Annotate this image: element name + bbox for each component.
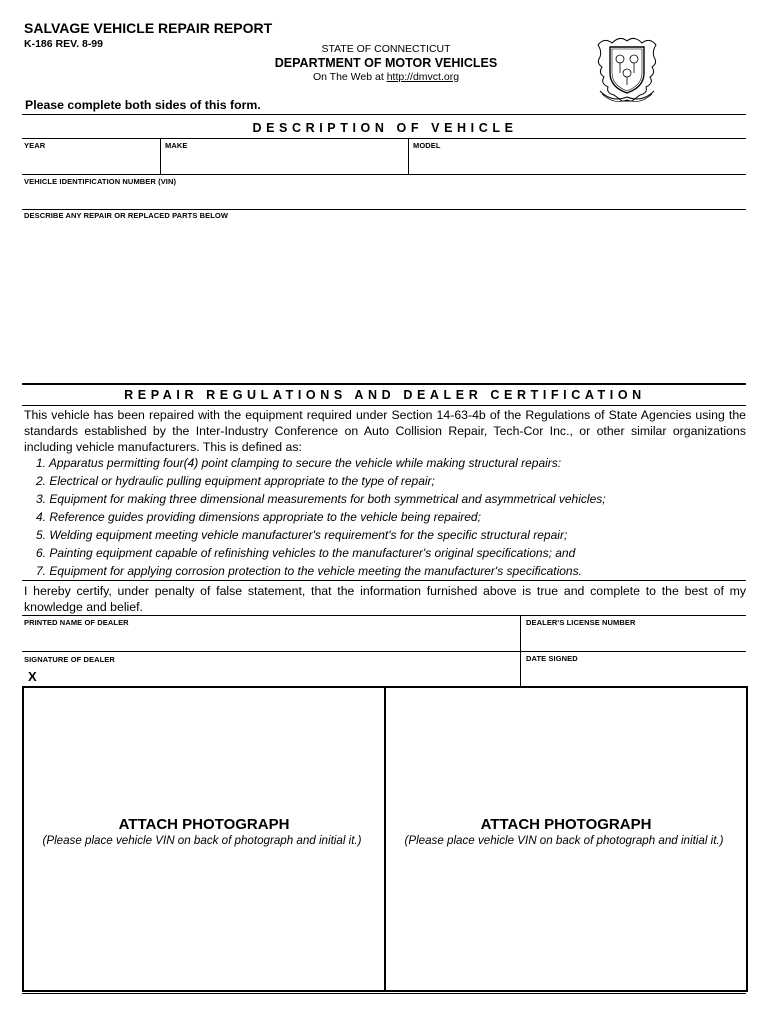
divider (22, 405, 746, 406)
regulation-item: 5. Welding equipment meeting vehicle manufacturer's requirement's for the specific structural repair; (36, 528, 568, 542)
regulation-item: 1. Apparatus permitting four(4) point clamping to secure the vehicle while making structural repairs: (36, 456, 562, 470)
divider (22, 114, 746, 115)
divider (22, 383, 746, 385)
photo-title-left: ATTACH PHOTOGRAPH (118, 816, 290, 833)
regulations-intro: This vehicle has been repaired with the equipment required under Section 14-63-4b of the Regulations of State Agencies using the standards established by the Inter-Industry Conference on Auto Collision Repair, Tech-Cor Inc., or other similar organizations including vehicle manufacturers. This is defined as: (24, 408, 746, 454)
web-line (256, 71, 516, 83)
state-name: STATE OF CONNECTICUT (321, 43, 451, 55)
department-name: DEPARTMENT OF MOTOR VEHICLES (274, 56, 498, 70)
date-signed-label: DATE SIGNED (526, 654, 578, 663)
divider (22, 615, 746, 616)
year-field[interactable] (22, 150, 158, 172)
divider (22, 174, 746, 175)
divider (22, 209, 746, 210)
model-label: MODEL (413, 141, 441, 150)
make-field[interactable] (162, 150, 406, 172)
divider (22, 138, 746, 139)
license-number-label: DEALER'S LICENSE NUMBER (526, 618, 636, 627)
repairs-field[interactable] (22, 222, 746, 380)
form-number: K-186 REV. 8-99 (24, 38, 103, 50)
date-signed-field[interactable] (522, 663, 746, 685)
connecticut-state-seal-icon (592, 33, 662, 105)
photo-note-right: (Please place vehicle VIN on back of photograph and initial it.) (404, 834, 724, 847)
divider (160, 138, 161, 174)
license-number-field[interactable] (522, 627, 746, 649)
divider (408, 138, 409, 174)
model-field[interactable] (410, 150, 746, 172)
repairs-label: DESCRIBE ANY REPAIR OR REPLACED PARTS BELOW (24, 211, 229, 220)
make-label: MAKE (165, 141, 188, 150)
signature-label: SIGNATURE OF DEALER (24, 655, 115, 664)
certification-text: I hereby certify, under penalty of false statement, that the information furnished above is true and complete to the best of my knowledge and belief. (24, 584, 746, 614)
photo-title-right: ATTACH PHOTOGRAPH (480, 816, 652, 833)
web-prefix: On The Web at (312, 71, 387, 83)
signature-mark: X (28, 669, 37, 684)
printed-name-field[interactable] (22, 627, 518, 649)
divider (22, 993, 746, 994)
divider (22, 651, 746, 652)
vin-label: VEHICLE IDENTIFICATION NUMBER (VIN) (24, 177, 177, 186)
year-label: YEAR (24, 141, 46, 150)
instruction-text: Please complete both sides of this form. (25, 98, 261, 112)
web-link[interactable]: http://dmvct.org (386, 71, 460, 83)
photo-note-left: (Please place vehicle VIN on back of photograph and initial it.) (42, 834, 362, 847)
regulation-item: 2. Electrical or hydraulic pulling equipment appropriate to the type of repair; (36, 474, 435, 488)
divider (22, 580, 746, 581)
form-title: SALVAGE VEHICLE REPAIR REPORT (24, 20, 273, 36)
signature-field[interactable] (44, 663, 518, 685)
section-title-regulations: REPAIR REGULATIONS AND DEALER CERTIFICATION (124, 388, 646, 402)
printed-name-label: PRINTED NAME OF DEALER (24, 618, 129, 627)
regulation-item: 7. Equipment for applying corrosion protection to the vehicle meeting the manufacturer's specifications. (36, 564, 582, 578)
section-title-vehicle: DESCRIPTION OF VEHICLE (252, 121, 518, 135)
regulation-item: 4. Reference guides providing dimensions appropriate to the vehicle being repaired; (36, 510, 481, 524)
regulation-item: 6. Painting equipment capable of refinishing vehicles to the manufacturer's original specifications; and (36, 546, 576, 560)
regulation-item: 3. Equipment for making three dimensional measurements for both symmetrical and asymmetrical vehicles; (36, 492, 606, 506)
vin-field[interactable] (22, 186, 746, 208)
